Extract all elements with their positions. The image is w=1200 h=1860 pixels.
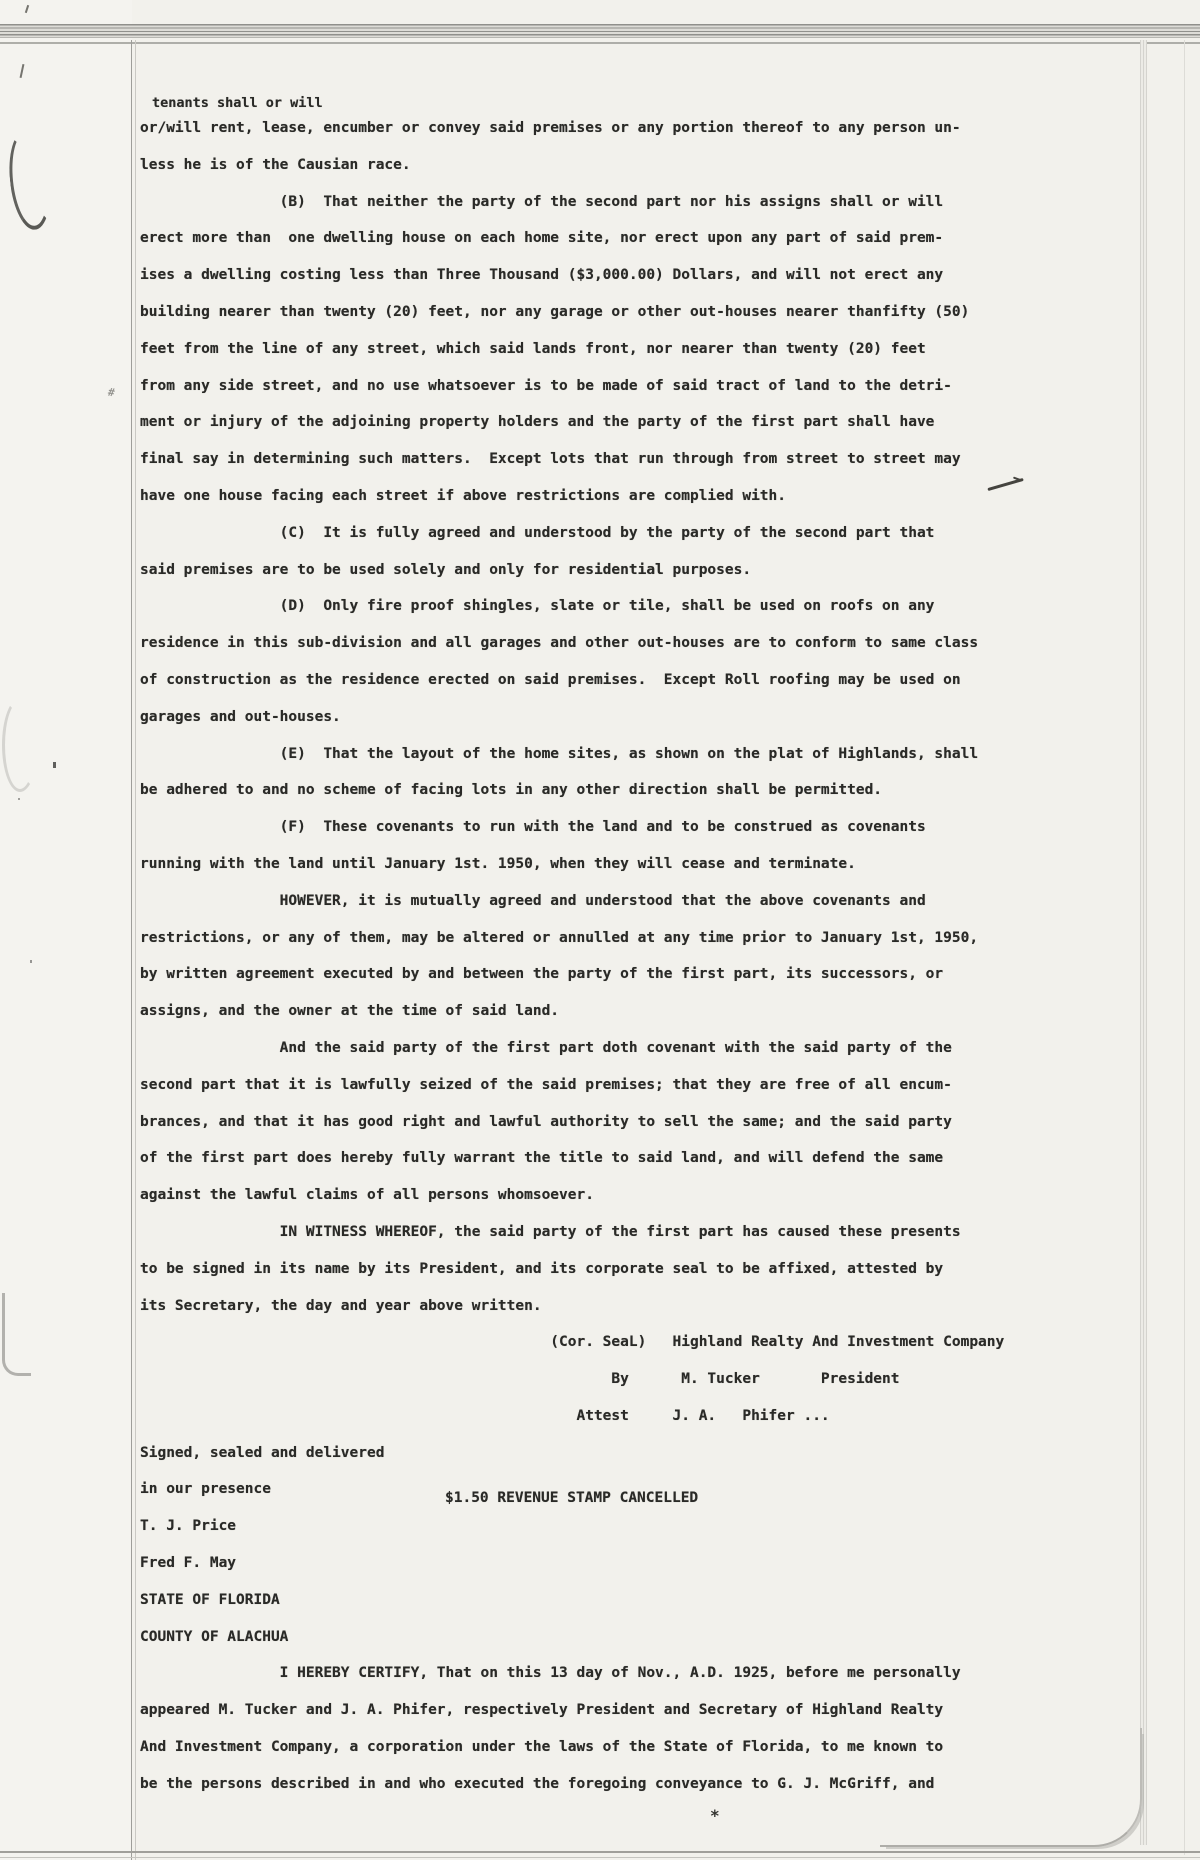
document-line: Attest J. A. Phifer ... <box>140 1407 830 1424</box>
document-line: STATE OF FLORIDA <box>140 1591 280 1608</box>
document-line: COUNTY OF ALACHUA <box>140 1628 289 1645</box>
top-ledger-band <box>0 24 1200 38</box>
document-line: in our presence <box>140 1481 271 1498</box>
left-margin-rule <box>131 40 136 1860</box>
document-line: brances, and that it has good right and lawful authority to sell the same; and the said party <box>140 1113 952 1130</box>
document-line: ment or injury of the adjoining property holders and the party of the first part shall have <box>140 414 935 431</box>
document-line: or/will rent, lease, encumber or convey said premises or any portion thereof to any person un- <box>140 120 961 136</box>
document-line: of construction as the residence erected on said premises. Except Roll roofing may be used on <box>140 671 961 688</box>
bottom-page-edge-line <box>0 1851 1200 1853</box>
document-line: IN WITNESS WHEREOF, the said party of the first part has caused these presents <box>140 1223 961 1240</box>
document-line: against the lawful claims of all persons whomsoever. <box>140 1187 594 1204</box>
ink-speck <box>18 798 20 800</box>
document-line: be the persons described in and who executed the foregoing conveyance to G. J. McGriff, and <box>140 1775 935 1792</box>
pen-paren-mark-middle <box>2 698 38 792</box>
right-margin-rule <box>1140 40 1147 1845</box>
document-line: to be signed in its name by its President, and its corporate seal to be affixed, attested by <box>140 1260 944 1277</box>
document-line: (E) That the layout of the home sites, as shown on the plat of Highlands, shall <box>140 745 979 762</box>
document-line: less he is of the Causian race. <box>140 156 411 173</box>
document-body-text <box>140 110 1004 1803</box>
document-line: erect more than one dwelling house on each home site, nor erect upon any part of said prem- <box>140 230 944 247</box>
document-line: (B) That neither the party of the second part nor his assigns shall or will <box>140 193 944 210</box>
document-line: (F) These covenants to run with the land and to be construed as covenants <box>140 819 926 836</box>
document-line: And the said party of the first part doth covenant with the said party of the <box>140 1039 952 1056</box>
right-margin-rule-secondary <box>1184 40 1185 1855</box>
document-line: be adhered to and no scheme of facing lots in any other direction shall be permitted. <box>140 782 883 799</box>
document-line: appeared M. Tucker and J. A. Phifer, respectively President and Secretary of Highland Realty <box>140 1702 944 1719</box>
document-line: of the first part does hereby fully warrant the title to said land, and will defend the same <box>140 1150 944 1167</box>
document-line: (D) Only fire proof shingles, slate or tile, shall be used on roofs on any <box>140 598 935 615</box>
document-line: feet from the line of any street, which said lands front, nor nearer than twenty (20) feet <box>140 340 926 357</box>
typed-interline-insertion: tenants shall or will <box>152 95 323 111</box>
document-line: final say in determining such matters. Except lots that run through from street to street may <box>140 451 961 468</box>
document-line: by written agreement executed by and between the party of the first part, its successors, or <box>140 966 944 983</box>
top-ledger-line <box>0 42 1200 44</box>
document-line: And Investment Company, a corporation under the laws of the State of Florida, to me known to <box>140 1739 944 1756</box>
document-line: said premises are to be used solely and only for residential purposes. <box>140 561 752 578</box>
asterisk-mark: * <box>710 1806 720 1825</box>
pen-hash-mark: # <box>107 385 116 400</box>
document-line: assigns, and the owner at the time of said land. <box>140 1003 560 1020</box>
revenue-stamp-note: $1.50 REVENUE STAMP CANCELLED <box>445 1490 699 1506</box>
bottom-page-edge-line-secondary <box>0 1857 1200 1858</box>
document-line: building nearer than twenty (20) feet, nor any garage or other out-houses nearer thanfifty (50) <box>140 303 970 320</box>
document-line: second part that it is lawfully seized of the said premises; that they are free of all encum- <box>140 1076 952 1093</box>
document-line: Signed, sealed and delivered <box>140 1444 385 1461</box>
ink-speck <box>30 960 32 963</box>
document-line: T. J. Price <box>140 1518 237 1535</box>
document-line: Fred F. May <box>140 1555 237 1572</box>
document-line: residence in this sub-division and all garages and other out-houses are to conform to same class <box>140 635 979 652</box>
document-line: (C) It is fully agreed and understood by the party of the second part that <box>140 524 935 541</box>
document-line: ises a dwelling costing less than Three Thousand ($3,000.00) Dollars, and will not erect any <box>140 267 944 284</box>
ink-speck <box>53 762 56 768</box>
pen-bracket-mark-bottom <box>2 1293 31 1376</box>
document-line: its Secretary, the day and year above written. <box>140 1297 542 1314</box>
document-line: HOWEVER, it is mutually agreed and understood that the above covenants and <box>140 892 926 909</box>
document-line: restrictions, or any of them, may be altered or annulled at any time prior to January 1st, 1950, <box>140 929 979 946</box>
document-line: running with the land until January 1st. 1950, when they will cease and terminate. <box>140 855 856 872</box>
document-line: from any side street, and no use whatsoever is to be made of said tract of land to the detri- <box>140 377 952 394</box>
document-line: By M. Tucker President <box>140 1371 900 1388</box>
document-line: garages and out-houses. <box>140 708 341 725</box>
document-line: I HEREBY CERTIFY, That on this 13 day of Nov., A.D. 1925, before me personally <box>140 1665 961 1682</box>
document-line: have one house facing each street if above restrictions are complied with. <box>140 487 787 504</box>
document-line: (Cor. SeaL) Highland Realty And Investment Company <box>140 1334 1005 1351</box>
page-left-margin <box>0 0 132 1860</box>
